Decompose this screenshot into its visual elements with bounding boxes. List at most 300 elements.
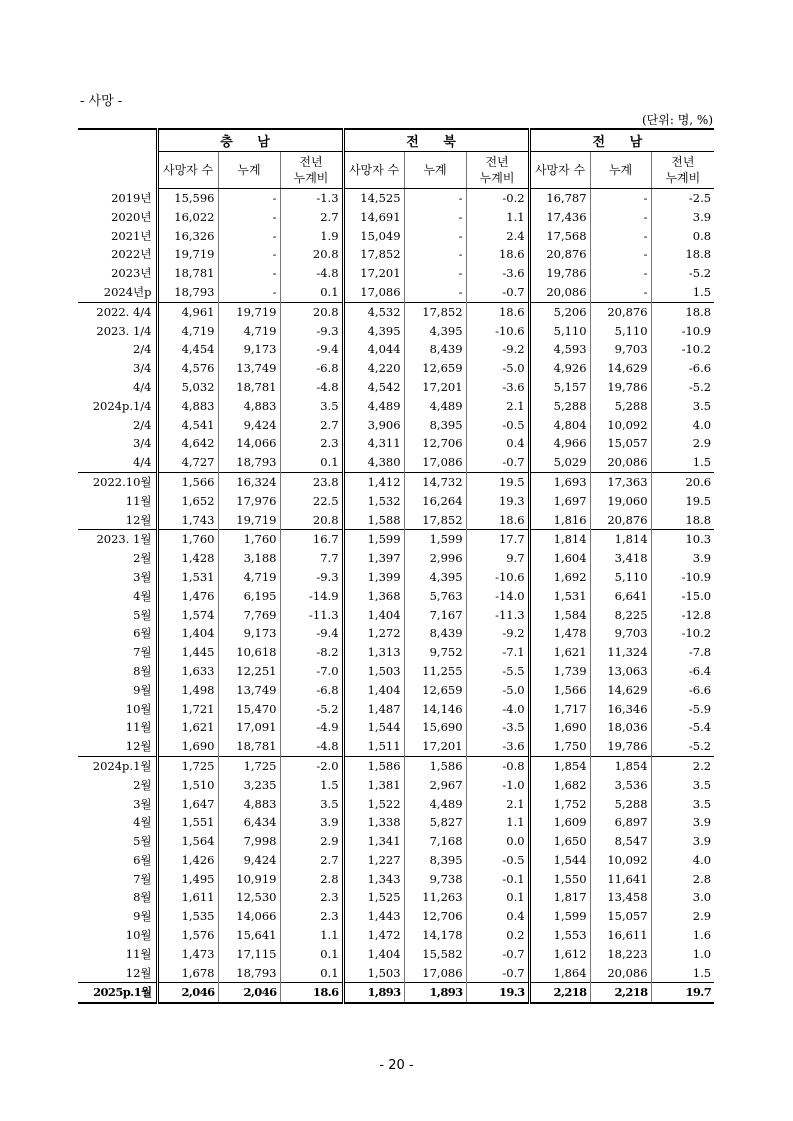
table-row: [78, 737, 714, 756]
chungnam-cumulative: 6,195: [218, 587, 280, 606]
jeonnam-yoy-ratio: -10.9: [651, 568, 714, 587]
jeonnam-deaths: 1,864: [529, 964, 590, 983]
jeonbuk-deaths: 1,412: [343, 472, 404, 491]
jeonnam-cumulative: 9,703: [590, 624, 651, 643]
jeonnam-yoy-ratio: 3.5: [651, 795, 714, 814]
jeonnam-cumulative: 19,786: [590, 737, 651, 756]
jeonnam-yoy-ratio: 1.0: [651, 945, 714, 964]
jeonnam-yoy-ratio: 2.9: [651, 907, 714, 926]
deaths-table: [78, 128, 714, 1004]
row-label: 2024p.1월: [78, 756, 157, 775]
jeonnam-deaths: 1,609: [529, 813, 590, 832]
chungnam-cumulative: 13,749: [218, 681, 280, 700]
chungnam-deaths: 4,576: [157, 359, 218, 378]
jeonbuk-deaths: 1,313: [343, 643, 404, 662]
jeonnam-yoy-ratio: 1.5: [651, 283, 714, 302]
table-row: [78, 587, 714, 606]
jeonbuk-deaths: 1,532: [343, 492, 404, 511]
jeonnam-cumulative: 13,458: [590, 888, 651, 907]
jeonbuk-yoy-ratio: 19.3: [466, 492, 529, 511]
chungnam-cumulative: -: [218, 227, 280, 246]
table-row: [78, 662, 714, 681]
chungnam-cumulative: 19,719: [218, 302, 280, 321]
chungnam-cumulative: 3,235: [218, 776, 280, 795]
chungnam-yoy-ratio: 23.8: [280, 472, 343, 491]
chungnam-cumulative: 15,470: [218, 700, 280, 719]
row-label: 8월: [133, 663, 152, 678]
chungnam-deaths: 4,883: [157, 397, 218, 416]
jeonnam-deaths: 20,876: [529, 245, 590, 264]
jeonnam-deaths: 1,599: [529, 907, 590, 926]
chungnam-cumulative: 10,618: [218, 643, 280, 662]
jeonbuk-yoy-ratio: -5.5: [466, 662, 529, 681]
jeonbuk-cumulative: 4,395: [404, 322, 466, 341]
jeonbuk-yoy-ratio: 2.1: [466, 795, 529, 814]
chungnam-deaths: 1,473: [157, 945, 218, 964]
jeonnam-yoy-ratio: 2.9: [651, 434, 714, 453]
chungnam-deaths: 1,725: [157, 756, 218, 775]
chungnam-yoy-ratio: -5.2: [280, 700, 343, 719]
jeonbuk-cumulative: 16,264: [404, 492, 466, 511]
jeonnam-deaths: 4,593: [529, 340, 590, 359]
chungnam-deaths: 18,793: [157, 283, 218, 302]
jeonbuk-deaths: 4,220: [343, 359, 404, 378]
chungnam-yoy-ratio: 3.5: [280, 397, 343, 416]
row-label: 10월: [125, 928, 152, 943]
chungnam-yoy-ratio: 2.3: [280, 888, 343, 907]
jeonnam-cumulative: 18,223: [590, 945, 651, 964]
jeonnam-cumulative: 13,063: [590, 662, 651, 681]
jeonnam-yoy-ratio: -5.2: [651, 378, 714, 397]
chungnam-deaths: 1,647: [157, 795, 218, 814]
jeonbuk-deaths: 14,525: [343, 189, 404, 208]
jeonbuk-deaths: 1,525: [343, 888, 404, 907]
jeonbuk-cumulative: 17,852: [404, 511, 466, 530]
jeonnam-cumulative: 2,218: [590, 983, 651, 1003]
jeonbuk-cumulative: 4,395: [404, 568, 466, 587]
chungnam-cumulative: 12,251: [218, 662, 280, 681]
jeonnam-yoy-ratio: -5.4: [651, 718, 714, 737]
jeonbuk-cumulative: -: [404, 208, 466, 227]
jeonbuk-cumulative: 2,996: [404, 549, 466, 568]
table-row: [78, 624, 714, 643]
chungnam-cumulative: 9,173: [218, 340, 280, 359]
jeonnam-cumulative: 10,092: [590, 851, 651, 870]
jeonnam-deaths: 1,621: [529, 643, 590, 662]
jeonnam-cumulative: 20,086: [590, 453, 651, 472]
jeonnam-deaths: 4,804: [529, 416, 590, 435]
chungnam-yoy-ratio: 20.8: [280, 245, 343, 264]
jeonbuk-yoy-ratio: -0.7: [466, 945, 529, 964]
jeonbuk-deaths: 1,472: [343, 926, 404, 945]
chungnam-cumulative: 4,719: [218, 322, 280, 341]
chungnam-deaths: 1,404: [157, 624, 218, 643]
table-row: [78, 718, 714, 737]
jeonnam-yoy-ratio: 3.0: [651, 888, 714, 907]
chungnam-yoy-ratio: 1.1: [280, 926, 343, 945]
jeonbuk-cumulative: 12,706: [404, 434, 466, 453]
table-row: [78, 681, 714, 700]
chungnam-deaths: 1,498: [157, 681, 218, 700]
jeonbuk-deaths: 4,532: [343, 302, 404, 321]
jeonbuk-cumulative: 1,586: [404, 756, 466, 775]
chungnam-yoy-ratio: 2.3: [280, 434, 343, 453]
jeonnam-yoy-ratio: 1.6: [651, 926, 714, 945]
jeonnam-deaths: 1,854: [529, 756, 590, 775]
chungnam-deaths: 1,564: [157, 832, 218, 851]
jeonbuk-deaths: 1,588: [343, 511, 404, 530]
jeonnam-yoy-ratio: 0.8: [651, 227, 714, 246]
chungnam-cumulative: -: [218, 208, 280, 227]
table-row: [78, 359, 714, 378]
jeonbuk-yoy-ratio: 19.5: [466, 472, 529, 491]
jeonbuk-deaths: 1,341: [343, 832, 404, 851]
jeonbuk-yoy-ratio: 2.1: [466, 397, 529, 416]
jeonnam-yoy-ratio: -6.4: [651, 662, 714, 681]
chungnam-yoy-ratio: 2.7: [280, 851, 343, 870]
chungnam-cumulative: 14,066: [218, 434, 280, 453]
chungnam-yoy-ratio: -4.9: [280, 718, 343, 737]
chungnam-cumulative: 18,793: [218, 453, 280, 472]
jeonbuk-cumulative: 2,967: [404, 776, 466, 795]
table-row: [78, 795, 714, 814]
jeonbuk-yoy-ratio: -0.5: [466, 851, 529, 870]
jeonnam-deaths: 1,690: [529, 718, 590, 737]
jeonbuk-yoy-ratio: -3.6: [466, 378, 529, 397]
chungnam-cumulative: 17,115: [218, 945, 280, 964]
jeonnam-cumulative: 8,225: [590, 606, 651, 625]
jeonbuk-yoy-ratio: -0.1: [466, 870, 529, 889]
jeonbuk-deaths: 1,368: [343, 587, 404, 606]
jeonbuk-deaths: 4,395: [343, 322, 404, 341]
chungnam-deaths: 1,576: [157, 926, 218, 945]
table-row: [78, 851, 714, 870]
jeonbuk-cumulative: 12,706: [404, 907, 466, 926]
jeonnam-yoy-ratio: 1.5: [651, 964, 714, 983]
jeonbuk-deaths: 3,906: [343, 416, 404, 435]
jeonbuk-yoy-ratio: -0.2: [466, 189, 529, 208]
jeonbuk-deaths: 4,044: [343, 340, 404, 359]
jeonbuk-cumulative: 8,439: [404, 340, 466, 359]
jeonbuk-yoy-ratio: -9.2: [466, 340, 529, 359]
section-title: - 사망 -: [80, 94, 123, 109]
row-label: 10월: [125, 701, 152, 716]
jeonbuk-cumulative: 11,255: [404, 662, 466, 681]
unit-note: (단위: 명, %): [641, 113, 713, 127]
jeonbuk-cumulative: -: [404, 245, 466, 264]
chungnam-deaths: 1,652: [157, 492, 218, 511]
jeonbuk-yoy-ratio: -0.7: [466, 453, 529, 472]
chungnam-deaths: 1,611: [157, 888, 218, 907]
jeonnam-cumulative: 3,418: [590, 549, 651, 568]
chungnam-yoy-ratio: 2.7: [280, 208, 343, 227]
jeonbuk-cumulative: 5,763: [404, 587, 466, 606]
jeonnam-cumulative: 1,854: [590, 756, 651, 775]
jeonnam-deaths: 1,544: [529, 851, 590, 870]
table-row: [78, 643, 714, 662]
jeonnam-deaths: 1,553: [529, 926, 590, 945]
jeonbuk-deaths: 4,489: [343, 397, 404, 416]
jeonbuk-yoy-ratio: 18.6: [466, 245, 529, 264]
jeonnam-yoy-ratio: 2.8: [651, 870, 714, 889]
chungnam-deaths: 16,326: [157, 227, 218, 246]
jeonnam-yoy-ratio: -10.2: [651, 624, 714, 643]
jeonnam-yoy-ratio: 18.8: [651, 511, 714, 530]
row-label: 6월: [133, 852, 152, 867]
jeonbuk-cumulative: 17,086: [404, 964, 466, 983]
jeonbuk-yoy-ratio: -3.6: [466, 737, 529, 756]
jeonbuk-deaths: 1,399: [343, 568, 404, 587]
row-label: 2019년: [111, 190, 152, 205]
jeonnam-yoy-ratio: -5.2: [651, 264, 714, 283]
cumulative-header: 누계: [590, 152, 651, 189]
table-row: [78, 322, 714, 341]
total-row: [78, 983, 714, 1003]
chungnam-yoy-ratio: 2.3: [280, 907, 343, 926]
table-row: [78, 511, 714, 530]
jeonnam-yoy-ratio: 10.3: [651, 530, 714, 549]
row-label: 4/4: [132, 379, 152, 394]
chungnam-deaths: 1,690: [157, 737, 218, 756]
row-label-header: [78, 129, 157, 189]
row-label: 8월: [133, 890, 152, 905]
jeonbuk-cumulative: 12,659: [404, 359, 466, 378]
chungnam-deaths: 4,719: [157, 322, 218, 341]
jeonbuk-deaths: 4,311: [343, 434, 404, 453]
jeonbuk-yoy-ratio: 1.1: [466, 813, 529, 832]
jeonbuk-cumulative: 9,752: [404, 643, 466, 662]
chungnam-deaths: 1,566: [157, 472, 218, 491]
jeonnam-cumulative: 19,786: [590, 378, 651, 397]
jeonnam-yoy-ratio: 20.6: [651, 472, 714, 491]
jeonnam-deaths: 5,288: [529, 397, 590, 416]
table-row: [78, 964, 714, 983]
row-label: 11월: [125, 720, 152, 735]
chungnam-deaths: 1,531: [157, 568, 218, 587]
jeonnam-cumulative: 16,346: [590, 700, 651, 719]
jeonnam-deaths: 1,604: [529, 549, 590, 568]
chungnam-deaths: 1,678: [157, 964, 218, 983]
chungnam-deaths: 1,495: [157, 870, 218, 889]
row-label: 2022.10월: [78, 472, 157, 491]
jeonnam-deaths: 1,566: [529, 681, 590, 700]
chungnam-cumulative: 18,781: [218, 378, 280, 397]
chungnam-cumulative: 7,998: [218, 832, 280, 851]
jeonnam-cumulative: 20,876: [590, 511, 651, 530]
chungnam-cumulative: -: [218, 264, 280, 283]
jeonbuk-deaths: 1,544: [343, 718, 404, 737]
jeonnam-cumulative: 5,288: [590, 795, 651, 814]
chungnam-cumulative: 1,760: [218, 530, 280, 549]
jeonbuk-cumulative: 14,732: [404, 472, 466, 491]
row-label: 2023. 1월: [78, 530, 157, 549]
chungnam-cumulative: 9,173: [218, 624, 280, 643]
jeonbuk-deaths: 1,443: [343, 907, 404, 926]
table-row: [78, 926, 714, 945]
jeonbuk-yoy-ratio: -9.2: [466, 624, 529, 643]
jeonbuk-yoy-ratio: -0.7: [466, 283, 529, 302]
jeonbuk-deaths: 1,599: [343, 530, 404, 549]
row-label: 2/4: [132, 342, 152, 357]
jeonnam-cumulative: 8,547: [590, 832, 651, 851]
jeonbuk-deaths: 1,227: [343, 851, 404, 870]
jeonnam-deaths: 4,966: [529, 434, 590, 453]
chungnam-deaths: 1,445: [157, 643, 218, 662]
jeonbuk-cumulative: 1,599: [404, 530, 466, 549]
chungnam-yoy-ratio: -8.2: [280, 643, 343, 662]
row-label: 12월: [125, 739, 152, 754]
jeonnam-deaths: 2,218: [529, 983, 590, 1003]
table-row: [78, 945, 714, 964]
region-header-jeonbuk: 전 북: [343, 129, 529, 152]
jeonbuk-cumulative: -: [404, 283, 466, 302]
chungnam-cumulative: 2,046: [218, 983, 280, 1003]
jeonbuk-deaths: 15,049: [343, 227, 404, 246]
jeonnam-deaths: 1,682: [529, 776, 590, 795]
table-row: [78, 208, 714, 227]
chungnam-deaths: 1,535: [157, 907, 218, 926]
jeonnam-cumulative: 14,629: [590, 681, 651, 700]
chungnam-deaths: 1,721: [157, 700, 218, 719]
chungnam-cumulative: 7,769: [218, 606, 280, 625]
jeonbuk-cumulative: 15,582: [404, 945, 466, 964]
jeonbuk-cumulative: 12,659: [404, 681, 466, 700]
row-label: 3/4: [132, 361, 152, 376]
jeonbuk-cumulative: 7,167: [404, 606, 466, 625]
jeonnam-cumulative: 17,363: [590, 472, 651, 491]
row-label: 12월: [125, 512, 152, 527]
chungnam-deaths: 4,961: [157, 302, 218, 321]
chungnam-cumulative: 13,749: [218, 359, 280, 378]
jeonbuk-yoy-ratio: 0.1: [466, 888, 529, 907]
row-label: 7월: [133, 645, 152, 660]
chungnam-yoy-ratio: 0.1: [280, 945, 343, 964]
jeonnam-deaths: 1,750: [529, 737, 590, 756]
jeonbuk-deaths: 4,542: [343, 378, 404, 397]
jeonbuk-yoy-ratio: 18.6: [466, 302, 529, 321]
jeonnam-deaths: 1,693: [529, 472, 590, 491]
jeonnam-cumulative: 19,060: [590, 492, 651, 511]
jeonbuk-deaths: 1,487: [343, 700, 404, 719]
jeonnam-deaths: 1,550: [529, 870, 590, 889]
chungnam-cumulative: 17,976: [218, 492, 280, 511]
chungnam-deaths: 1,760: [157, 530, 218, 549]
table-row: [78, 907, 714, 926]
jeonnam-yoy-ratio: -5.2: [651, 737, 714, 756]
chungnam-yoy-ratio: -6.8: [280, 681, 343, 700]
jeonnam-cumulative: -: [590, 283, 651, 302]
chungnam-cumulative: 12,530: [218, 888, 280, 907]
jeonbuk-deaths: 17,086: [343, 283, 404, 302]
chungnam-deaths: 1,428: [157, 549, 218, 568]
chungnam-cumulative: 14,066: [218, 907, 280, 926]
row-label: 6월: [133, 626, 152, 641]
chungnam-yoy-ratio: 20.8: [280, 511, 343, 530]
row-label: 2024p.1/4: [92, 398, 152, 413]
row-label: 2월: [133, 777, 152, 792]
row-label: 9월: [133, 682, 152, 697]
chungnam-cumulative: 10,919: [218, 870, 280, 889]
jeonnam-yoy-ratio: 4.0: [651, 851, 714, 870]
chungnam-deaths: 1,476: [157, 587, 218, 606]
row-label: 11월: [125, 946, 152, 961]
jeonnam-cumulative: 6,897: [590, 813, 651, 832]
jeonnam-cumulative: -: [590, 208, 651, 227]
jeonnam-cumulative: 14,629: [590, 359, 651, 378]
chungnam-cumulative: 18,781: [218, 737, 280, 756]
chungnam-deaths: 1,743: [157, 511, 218, 530]
jeonnam-deaths: 5,029: [529, 453, 590, 472]
table-row: [78, 283, 714, 302]
jeonbuk-cumulative: -: [404, 264, 466, 283]
table-row: [78, 302, 714, 321]
chungnam-deaths: 15,596: [157, 189, 218, 208]
chungnam-yoy-ratio: -9.4: [280, 340, 343, 359]
chungnam-cumulative: 9,424: [218, 851, 280, 870]
jeonnam-yoy-ratio: -12.8: [651, 606, 714, 625]
jeonbuk-yoy-ratio: -5.0: [466, 681, 529, 700]
row-label: 3/4: [132, 436, 152, 451]
jeonnam-cumulative: 18,036: [590, 718, 651, 737]
chungnam-yoy-ratio: 18.6: [280, 983, 343, 1003]
jeonnam-deaths: 19,786: [529, 264, 590, 283]
row-label: 2025p.1월: [78, 983, 157, 1003]
chungnam-deaths: 4,454: [157, 340, 218, 359]
chungnam-yoy-ratio: -9.3: [280, 568, 343, 587]
jeonnam-cumulative: 11,324: [590, 643, 651, 662]
chungnam-yoy-ratio: 3.9: [280, 813, 343, 832]
table-row: [78, 397, 714, 416]
chungnam-yoy-ratio: 2.7: [280, 416, 343, 435]
chungnam-deaths: 1,510: [157, 776, 218, 795]
jeonnam-deaths: 1,717: [529, 700, 590, 719]
jeonnam-cumulative: 16,611: [590, 926, 651, 945]
table-row: [78, 434, 714, 453]
row-label: 4월: [133, 588, 152, 603]
chungnam-deaths: 16,022: [157, 208, 218, 227]
jeonbuk-yoy-ratio: 18.6: [466, 511, 529, 530]
chungnam-cumulative: 15,641: [218, 926, 280, 945]
jeonnam-cumulative: 6,641: [590, 587, 651, 606]
chungnam-cumulative: 1,725: [218, 756, 280, 775]
jeonnam-deaths: 4,926: [529, 359, 590, 378]
chungnam-yoy-ratio: 1.5: [280, 776, 343, 795]
row-label: 3월: [133, 569, 152, 584]
row-label: 4/4: [132, 455, 152, 470]
jeonnam-deaths: 1,697: [529, 492, 590, 511]
jeonbuk-deaths: 4,380: [343, 453, 404, 472]
chungnam-deaths: 1,574: [157, 606, 218, 625]
jeonbuk-yoy-ratio: -4.0: [466, 700, 529, 719]
jeonbuk-deaths: 1,511: [343, 737, 404, 756]
chungnam-yoy-ratio: -9.3: [280, 322, 343, 341]
jeonnam-deaths: 17,436: [529, 208, 590, 227]
chungnam-deaths: 2,046: [157, 983, 218, 1003]
jeonbuk-yoy-ratio: -0.7: [466, 964, 529, 983]
chungnam-yoy-ratio: 2.8: [280, 870, 343, 889]
jeonnam-deaths: 1,650: [529, 832, 590, 851]
table-row: [78, 378, 714, 397]
jeonbuk-deaths: 1,404: [343, 606, 404, 625]
chungnam-yoy-ratio: 0.1: [280, 453, 343, 472]
jeonnam-deaths: 1,817: [529, 888, 590, 907]
chungnam-deaths: 1,426: [157, 851, 218, 870]
jeonnam-yoy-ratio: -5.9: [651, 700, 714, 719]
jeonbuk-cumulative: 7,168: [404, 832, 466, 851]
jeonbuk-yoy-ratio: -10.6: [466, 568, 529, 587]
jeonnam-cumulative: 5,288: [590, 397, 651, 416]
jeonnam-yoy-ratio: 3.5: [651, 776, 714, 795]
